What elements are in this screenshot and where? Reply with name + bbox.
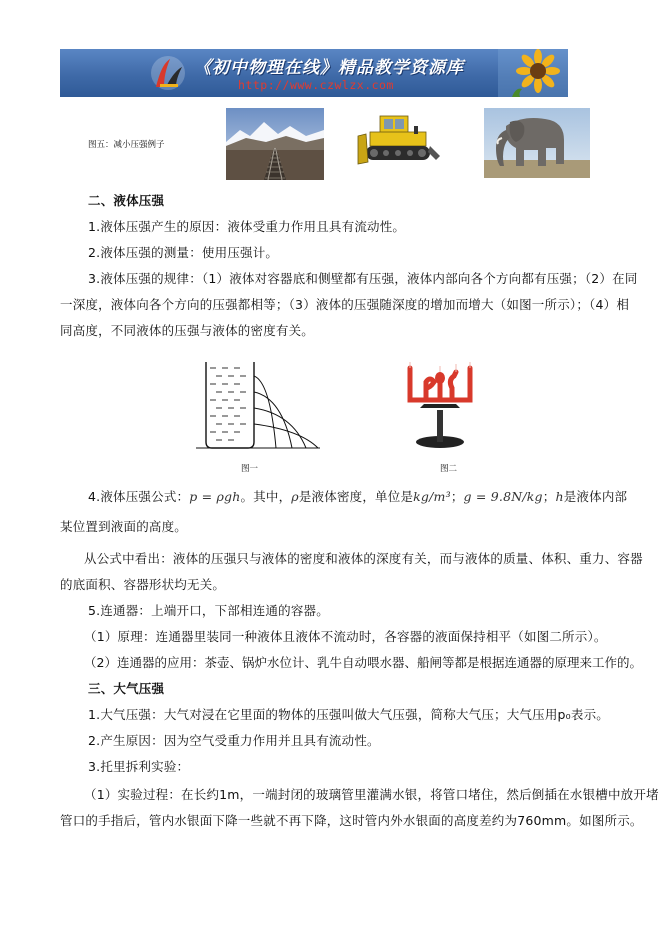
figure-1-liquid-jets [196, 358, 322, 452]
site-logo [148, 53, 188, 93]
paragraph: 同高度，不同液体的压强与液体的密度有关。 [60, 323, 315, 338]
fig2-caption: 图二 [440, 464, 458, 474]
paragraph: 2.产生原因：因为空气受重力作用并且具有流动性。 [88, 733, 380, 748]
symbol-h: h [555, 489, 564, 504]
paragraph: 的底面积、容器形状均无关。 [60, 577, 226, 592]
banner-title: 《初中物理在线》精品教学资源库 [194, 58, 464, 78]
paragraph: 2.液体压强的测量：使用压强计。 [88, 245, 279, 260]
elephant-image [484, 108, 590, 178]
paragraph: 某位置到液面的高度。 [60, 519, 188, 534]
header-banner [60, 49, 568, 97]
formula-paragraph [88, 484, 628, 510]
figure-2-connected-vessels [400, 358, 480, 452]
banner-url[interactable]: http://www.czwlzx.com [238, 78, 394, 92]
formula-suffix: 是液体内部 [563, 489, 628, 504]
sunflower-image [498, 49, 568, 97]
paragraph: 从公式中看出：液体的压强只与液体的密度和液体的深度有关，而与液体的质量、体积、重力、容器 [84, 551, 643, 566]
formula-mid-text: 是液体密度，单位是 [298, 489, 414, 504]
bulldozer-image [356, 112, 444, 170]
paragraph: 管口的手指后，管内水银面下降一些就不再下降，这时管内外水银面的高度差约为760mm。如图所示。 [60, 813, 643, 828]
symbol-rho: ρ [291, 489, 299, 504]
gravity-constant: g = 9.8N/kg [463, 489, 543, 504]
railway-mountain-image [226, 108, 324, 180]
section-heading-atmospheric-pressure: 三、大气压强 [88, 681, 165, 696]
section-heading-liquid-pressure: 二、液体压强 [88, 193, 165, 208]
formula-separator: ； [450, 489, 464, 504]
formula-pressure: p = ρgh [189, 489, 241, 504]
formula-mid-text: 。其中， [240, 489, 292, 504]
paragraph: 3.液体压强的规律：（1）液体对容器底和侧壁都有压强，液体内部向各个方向都有压强；（2）在同 [88, 271, 638, 286]
paragraph: （1）实验过程：在长约1m，一端封闭的玻璃管里灌满水银，将管口堵住，然后倒插在水银槽中放开堵 [84, 787, 659, 802]
unit-density: kg/m³ [413, 489, 451, 504]
fig5-caption: 图五：减小压强例子 [88, 140, 165, 150]
fig1-caption: 图一 [241, 464, 259, 474]
paragraph: （1）原理：连通器里装同一种液体且液体不流动时，各容器的液面保持相平（如图二所示）。 [84, 629, 607, 644]
paragraph: 1.液体压强产生的原因：液体受重力作用且具有流动性。 [88, 219, 406, 234]
paragraph: 一深度，液体向各个方向的压强都相等；（3）液体的压强随深度的增加而增大（如图一所示）；（4）相 [60, 297, 630, 312]
paragraph: 1.大气压强：大气对浸在它里面的物体的压强叫做大气压强，简称大气压；大气压用p₀表示。 [88, 707, 609, 722]
paragraph: （2）连通器的应用：茶壶、锅炉水位计、乳牛自动喂水器、船闸等都是根据连通器的原理来工作的。 [84, 655, 642, 670]
formula-separator: ； [542, 489, 556, 504]
paragraph: 5.连通器：上端开口，下部相连通的容器。 [88, 603, 329, 618]
paragraph: 3.托里拆利实验： [88, 759, 190, 774]
formula-prefix: 4.液体压强公式： [88, 489, 190, 504]
